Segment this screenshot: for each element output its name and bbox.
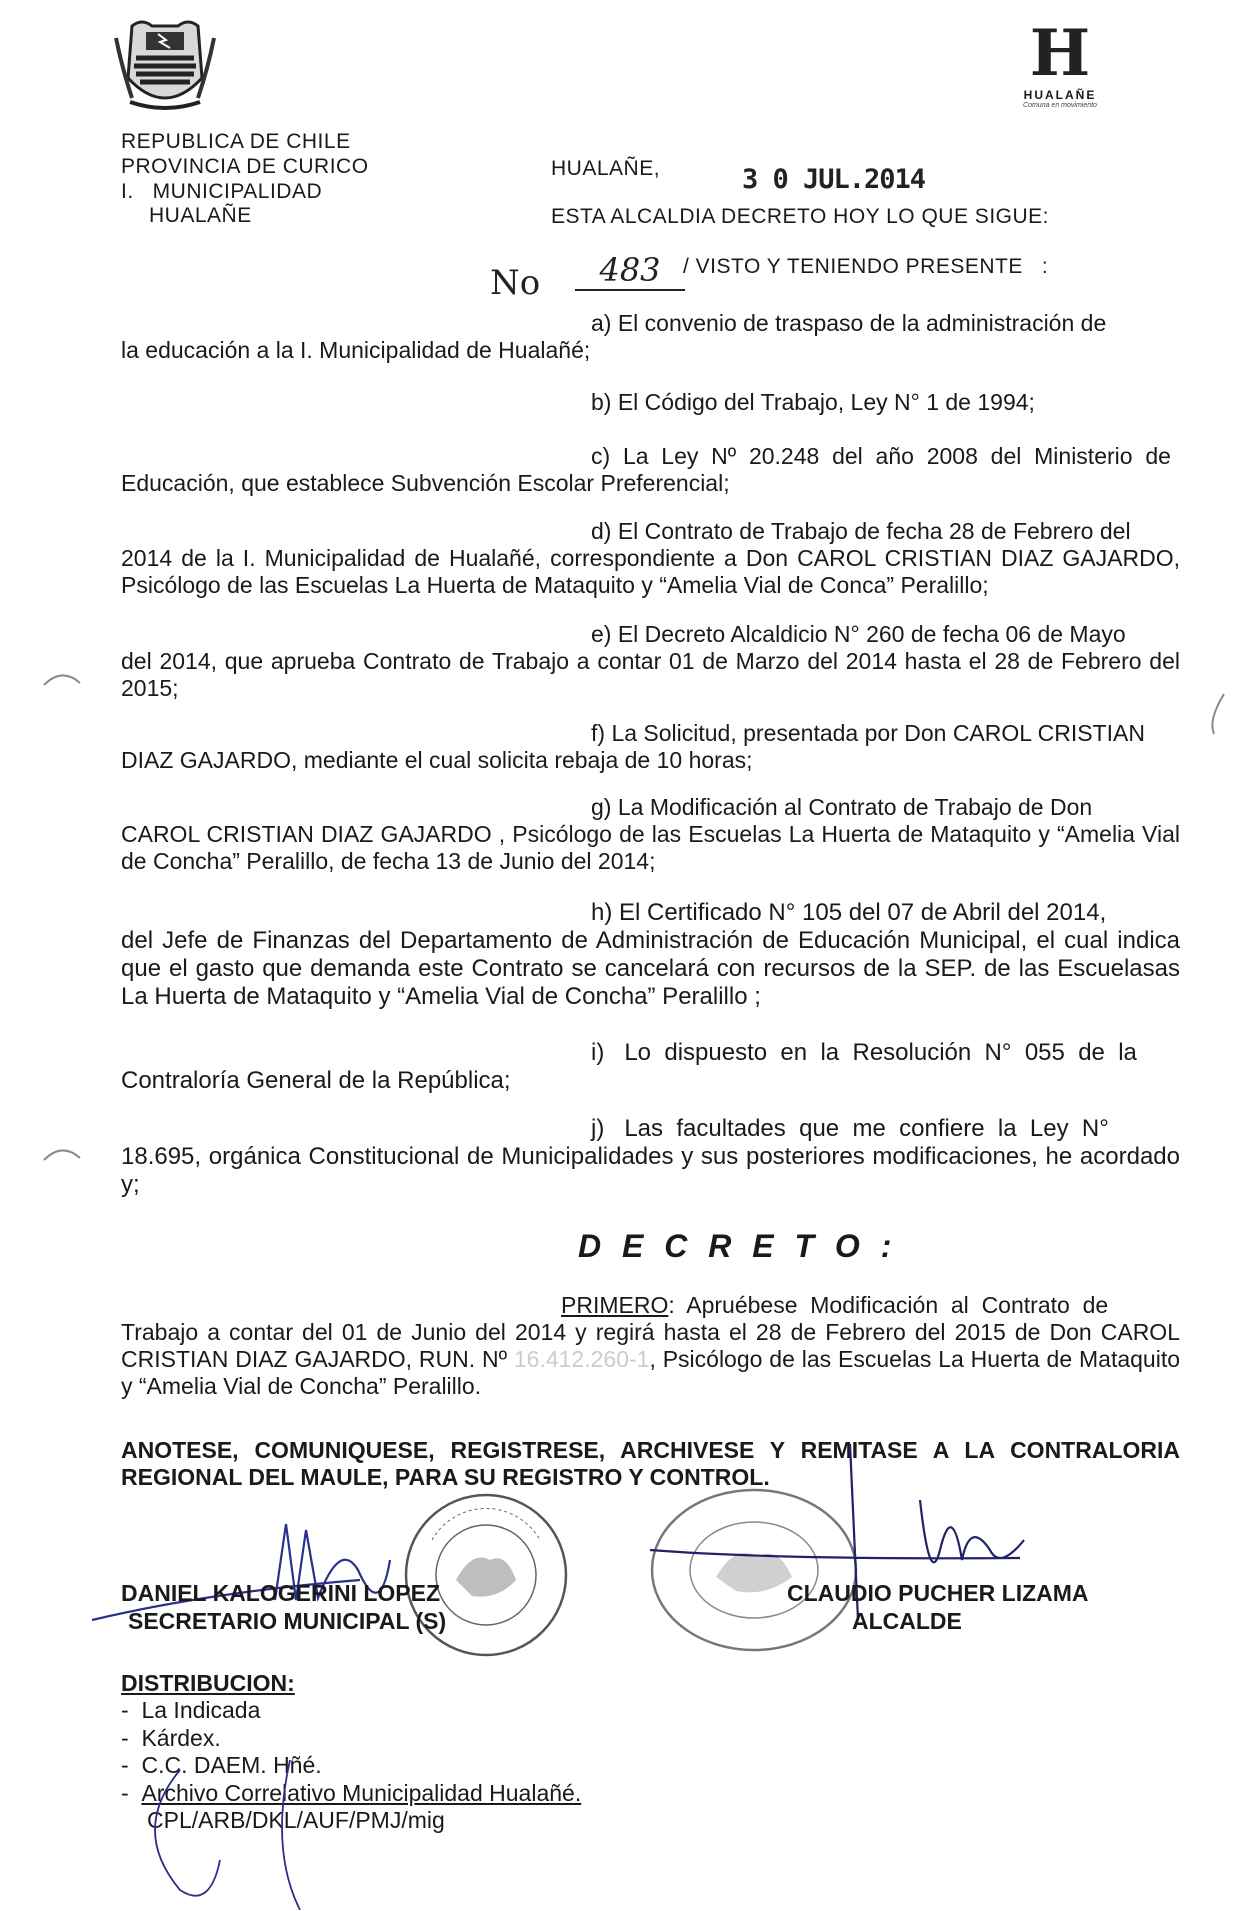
considerando-e: e) El Decreto Alcaldicio N° 260 de fecha 06 de Mayo del 2014, que aprueba Contrato de Trabajo a contar 01 de Marzo del 2014 hasta el 28 de Febrero del 2015; — [121, 621, 1180, 701]
header-comuna: HUALAÑE — [149, 204, 252, 227]
margin-mark-icon — [40, 1140, 90, 1180]
considerando-i: i) Lo dispuesto en la Resolución N° 055 de la Contraloría General de la República; — [121, 1039, 1137, 1094]
visto-line: / VISTO Y TENIENDO PRESENTE : — [683, 255, 1049, 278]
date-stamp: 3 0 JUL.2014 — [742, 164, 926, 195]
considerando-h: h) El Certificado N° 105 del 07 de Abril del 2014, del Jefe de Finanzas del Departamento de Administración de Educación Municipal, el cual indica que el gasto que demanda este Contrato se cancelará con recursos de la SEP. de las Escuelasas La Huerta de Mataquito y “Amelia Vial de Concha” Peralillo ; — [121, 899, 1180, 1010]
initials-scribble-icon — [140, 1760, 340, 1910]
decree-number: 483 — [575, 251, 685, 291]
secretario-name: DANIEL KALOGERINI LOPEZ — [121, 1580, 441, 1606]
distribucion-initials: CPL/ARB/DKL/AUF/PMJ/mig — [147, 1807, 445, 1833]
closing-statement: ANOTESE, COMUNIQUESE, REGISTRESE, ARCHIVESE Y REMITASE A LA CONTRALORIA REGIONAL DEL MAULE, PARA SU REGISTRO Y CONTROL. — [121, 1437, 1180, 1490]
header-municipalidad: I. MUNICIPALIDAD — [121, 180, 323, 203]
list-item: - La Indicada — [121, 1697, 261, 1723]
header-republica: REPUBLICA DE CHILE — [121, 130, 351, 153]
list-item: - Archivo Correlativo Municipalidad Hualañé. — [121, 1779, 582, 1806]
considerando-b: b) El Código del Trabajo, Ley N° 1 de 1994; — [591, 389, 1035, 415]
distribucion-title: DISTRIBUCION: — [121, 1670, 295, 1696]
primero-paragraph: PRIMERO: Apruébese Modificación al Contrato de Trabajo a contar del 01 de Junio del 2014 y regirá hasta el 28 de Febrero del 2015 de Don CAROL CRISTIAN DIAZ GAJARDO, RUN. Nº 16.412.260-1, Psicólogo de las Escuelas La Huerta de Mataquito y “Amelia Vial de Concha” Peralillo. — [121, 1292, 1181, 1399]
primero-label: PRIMERO — [561, 1292, 669, 1318]
run-redacted: 16.412.260-1 — [513, 1346, 650, 1372]
city-label: HUALAÑE, — [551, 157, 661, 180]
margin-mark-icon — [40, 665, 90, 705]
considerando-j: j) Las facultades que me confiere la Ley N° 18.695, orgánica Constitucional de Municipalidades y sus posteriores modificaciones, he acordado y; — [121, 1115, 1180, 1198]
logo-letters: H — [1029, 16, 1091, 91]
list-item: - Kárdex. — [121, 1724, 221, 1751]
number-prefix: No — [490, 263, 541, 303]
decree-intro: ESTA ALCALDIA DECRETO HOY LO QUE SIGUE: — [551, 205, 1049, 228]
decreto-heading: D E C R E T O : — [578, 1228, 898, 1264]
logo-tagline: Comuna en movimiento — [1023, 102, 1097, 109]
hualane-logo — [1010, 16, 1110, 109]
header-provincia: PROVINCIA DE CURICO — [121, 155, 369, 178]
considerando-g: g) La Modificación al Contrato de Trabajo de Don CAROL CRISTIAN DIAZ GAJARDO , Psicólogo de las Escuelas La Huerta de Mataquito y “Amelia Vial de Concha” Peralillo, de fecha 13 de Junio del 2014; — [121, 794, 1180, 874]
margin-mark-icon — [1200, 690, 1230, 740]
considerando-a: a) El convenio de traspaso de la administración de la educación a la I. Municipalidad de Hualañé; — [121, 310, 1107, 363]
secretario-title: SECRETARIO MUNICIPAL (S) — [128, 1608, 447, 1634]
coat-of-arms-icon — [112, 18, 218, 114]
logo-name: HUALAÑE — [1023, 88, 1097, 102]
considerando-d: d) El Contrato de Trabajo de fecha 28 de Febrero del 2014 de la I. Municipalidad de Hualañé, correspondiente a Don CAROL CRISTIAN DIAZ GAJARDO, Psicólogo de las Escuelas La Huerta de Mataquito y “Amelia Vial de Conca” Peralillo; — [121, 518, 1180, 598]
considerando-f: f) La Solicitud, presentada por Don CAROL CRISTIAN DIAZ GAJARDO, mediante el cual solicita rebaja de 10 horas; — [121, 720, 1145, 773]
considerando-c: c) La Ley Nº 20.248 del año 2008 del Ministerio de Educación, que establece Subvención Escolar Preferencial; — [121, 443, 1171, 496]
alcalde-name: CLAUDIO PUCHER LIZAMA — [787, 1580, 1089, 1606]
list-item: - C.C. DAEM. Hñé. — [121, 1752, 322, 1778]
alcalde-title: ALCALDE — [852, 1608, 962, 1634]
